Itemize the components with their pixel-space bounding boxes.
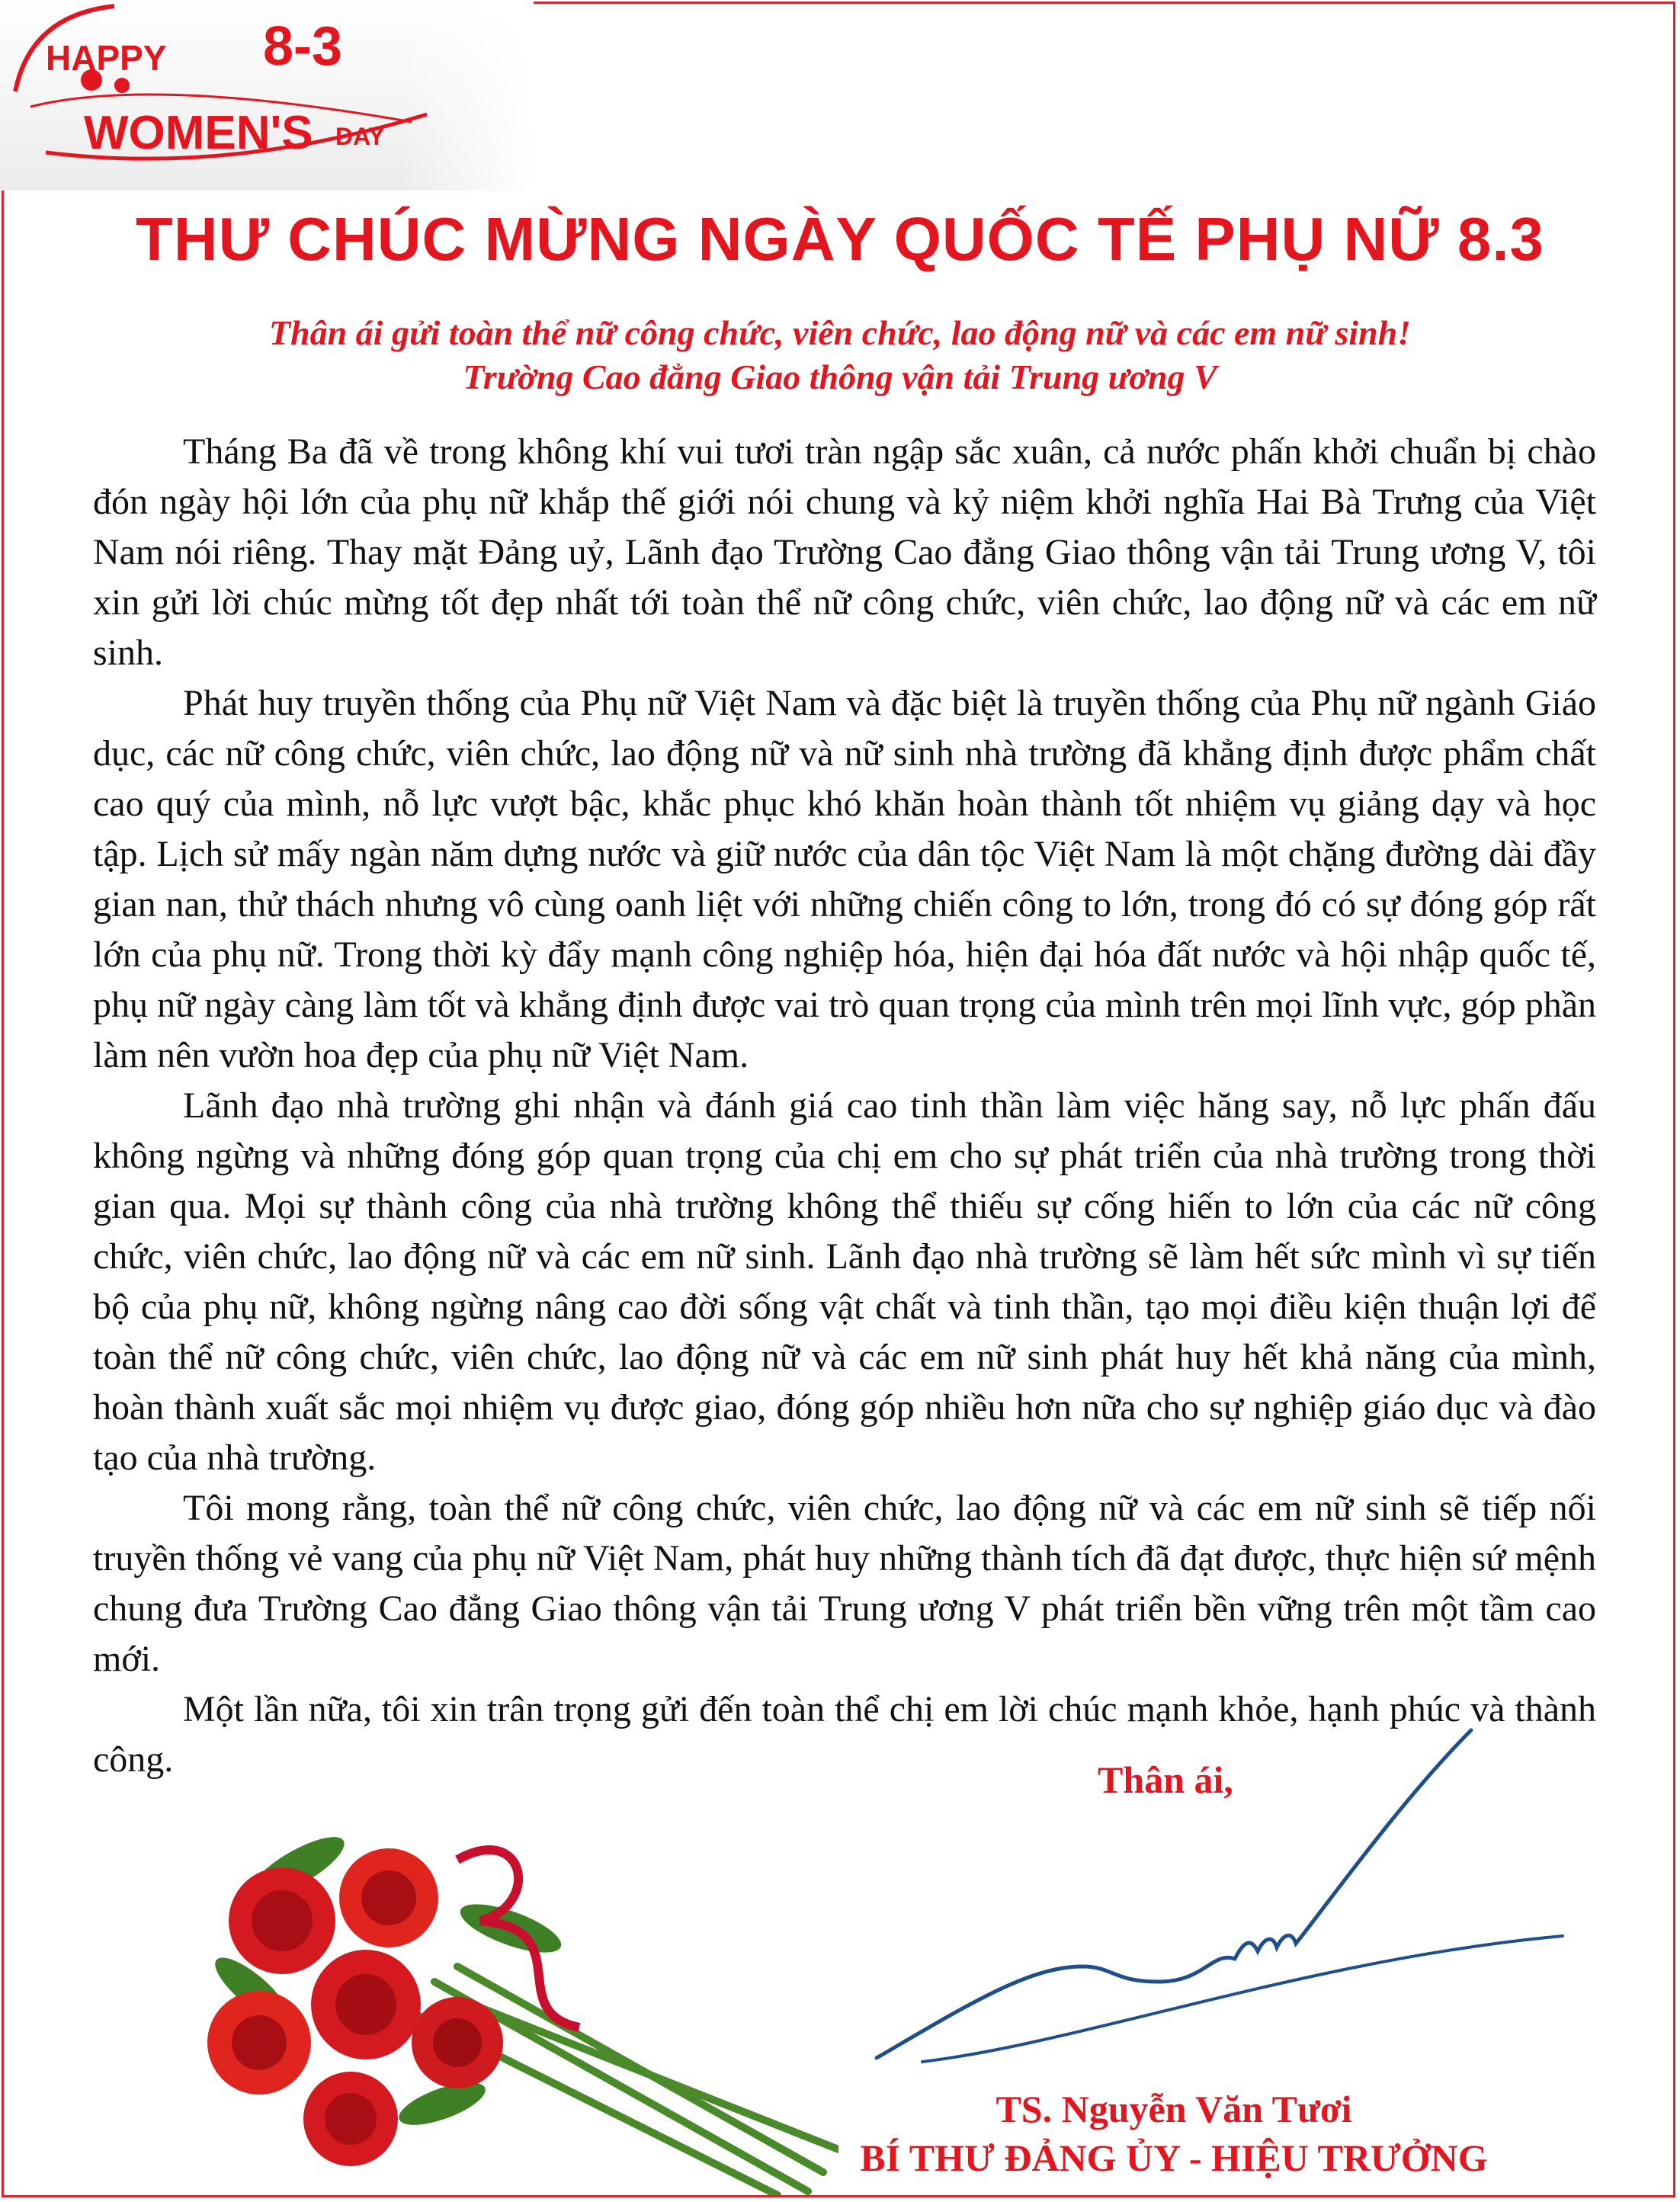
subtitle-line-2: Trường Cao đẳng Giao thông vận tải Trung ương V — [463, 357, 1217, 396]
paragraph-3: Lãnh đạo nhà trường ghi nhận và đánh giá cao tinh thần làm việc hăng say, nỗ lực phấn đấu không ngừng và những đóng góp quan trọng của chị em cho sự phát triển của nhà trường trong thời gian qua. Mọi sự thành công của nhà trường không thể thiếu sự cống hiến to lớn của các nữ công chức, viên chức, lao động nữ và các em nữ sinh. Lãnh đạo nhà trường sẽ làm hết sức mình vì sự tiến bộ của phụ nữ, không ngừng nâng cao đời sống vật chất và tinh thần, tạo mọi điều kiện thuận lợi để toàn thể nữ công chức, viên chức, lao động nữ và các em nữ sinh phát huy hết khả năng của mình, hoàn thành xuất sắc mọi nhiệm vụ được giao, đóng góp nhiều hơn nữa cho sự nghiệp giáo dục và đào tạo của nhà trường. — [93, 1085, 1596, 1478]
signer-name: TS. Nguyễn Văn Tươi — [995, 2088, 1352, 2130]
greeting-subtitle — [0, 311, 1680, 399]
paragraph-4: Tôi mong rằng, toàn thể nữ công chức, viên chức, lao động nữ và các em nữ sinh sẽ tiếp nối truyền thống vẻ vang của phụ nữ Việt Nam, phát huy những thành tích đã đạt được, thực hiện sứ mệnh chung đưa Trường Cao đẳng Giao thông vận tải Trung ương V phát triển bền vững trên một tầm cao mới. — [93, 1488, 1596, 1679]
subtitle-line-1: Thân ái gửi toàn thể nữ công chức, viên chức, lao động nữ và các em nữ sinh! — [268, 313, 1412, 352]
handwritten-signature — [854, 1715, 1585, 2081]
paragraph-5: Một lần nữa, tôi xin trân trọng gửi đến toàn thể chị em lời chúc mạnh khỏe, hạnh phúc và thành công. — [93, 1689, 1596, 1780]
logo-date-text: 8-3 — [263, 16, 343, 77]
logo-women-text: WOMEN'S — [84, 107, 313, 159]
logo-happy-text: HAPPY — [46, 38, 167, 78]
rose-bouquet-illustration — [183, 1814, 838, 2195]
signer-position: BÍ THƯ ĐẢNG ỦY - HIỆU TRƯỞNG — [860, 2136, 1488, 2179]
womens-day-logo — [0, 0, 534, 198]
paragraph-2: Phát huy truyền thống của Phụ nữ Việt Nam và đặc biệt là truyền thống của Phụ nữ ngành Giáo dục, các nữ công chức, viên chức, lao động nữ và nữ sinh nhà trường đã khẳng định được phẩm chất cao quý của mình, nỗ lực vượt bậc, khắc phục khó khăn hoàn thành tốt nhiệm vụ giảng dạy và học tập. Lịch sử mấy ngàn năm dựng nước và giữ nước của dân tộc Việt Nam là một chặng đường dài đầy gian nan, thử thách nhưng vô cùng oanh liệt với những chiến công to lớn, trong đó có sự đóng góp rất lớn của phụ nữ. Trong thời kỳ đẩy mạnh công nghiệp hóa, hiện đại hóa đất nước và hội nhập quốc tế, phụ nữ ngày càng làm tốt và khẳng định được vai trò quan trọng của mình trên mọi lĩnh vực, góp phần làm nên vườn hoa đẹp của phụ nữ Việt Nam. — [93, 683, 1596, 1075]
letter-body — [93, 427, 1596, 1785]
page-title: THƯ CHÚC MỪNG NGÀY QUỐC TẾ PHỤ NỮ 8.3 — [135, 205, 1545, 273]
logo-day-text: DAY — [335, 123, 385, 150]
signer-block — [800, 2085, 1547, 2182]
closing-salutation: Thân ái, — [1098, 1758, 1233, 1801]
paragraph-1: Tháng Ba đã về trong không khí vui tươi tràn ngập sắc xuân, cả nước phấn khởi chuẩn bị chào đón ngày hội lớn của phụ nữ khắp thế giới nói chung và kỷ niệm khởi nghĩa Hai Bà Trưng của Việt Nam nói riêng. Thay mặt Đảng uỷ, Lãnh đạo Trường Cao đẳng Giao thông vận tải Trung ương V, tôi xin gửi lời chúc mừng tốt đẹp nhất tới toàn thể nữ công chức, viên chức, lao động nữ và các em nữ sinh. — [93, 431, 1596, 673]
